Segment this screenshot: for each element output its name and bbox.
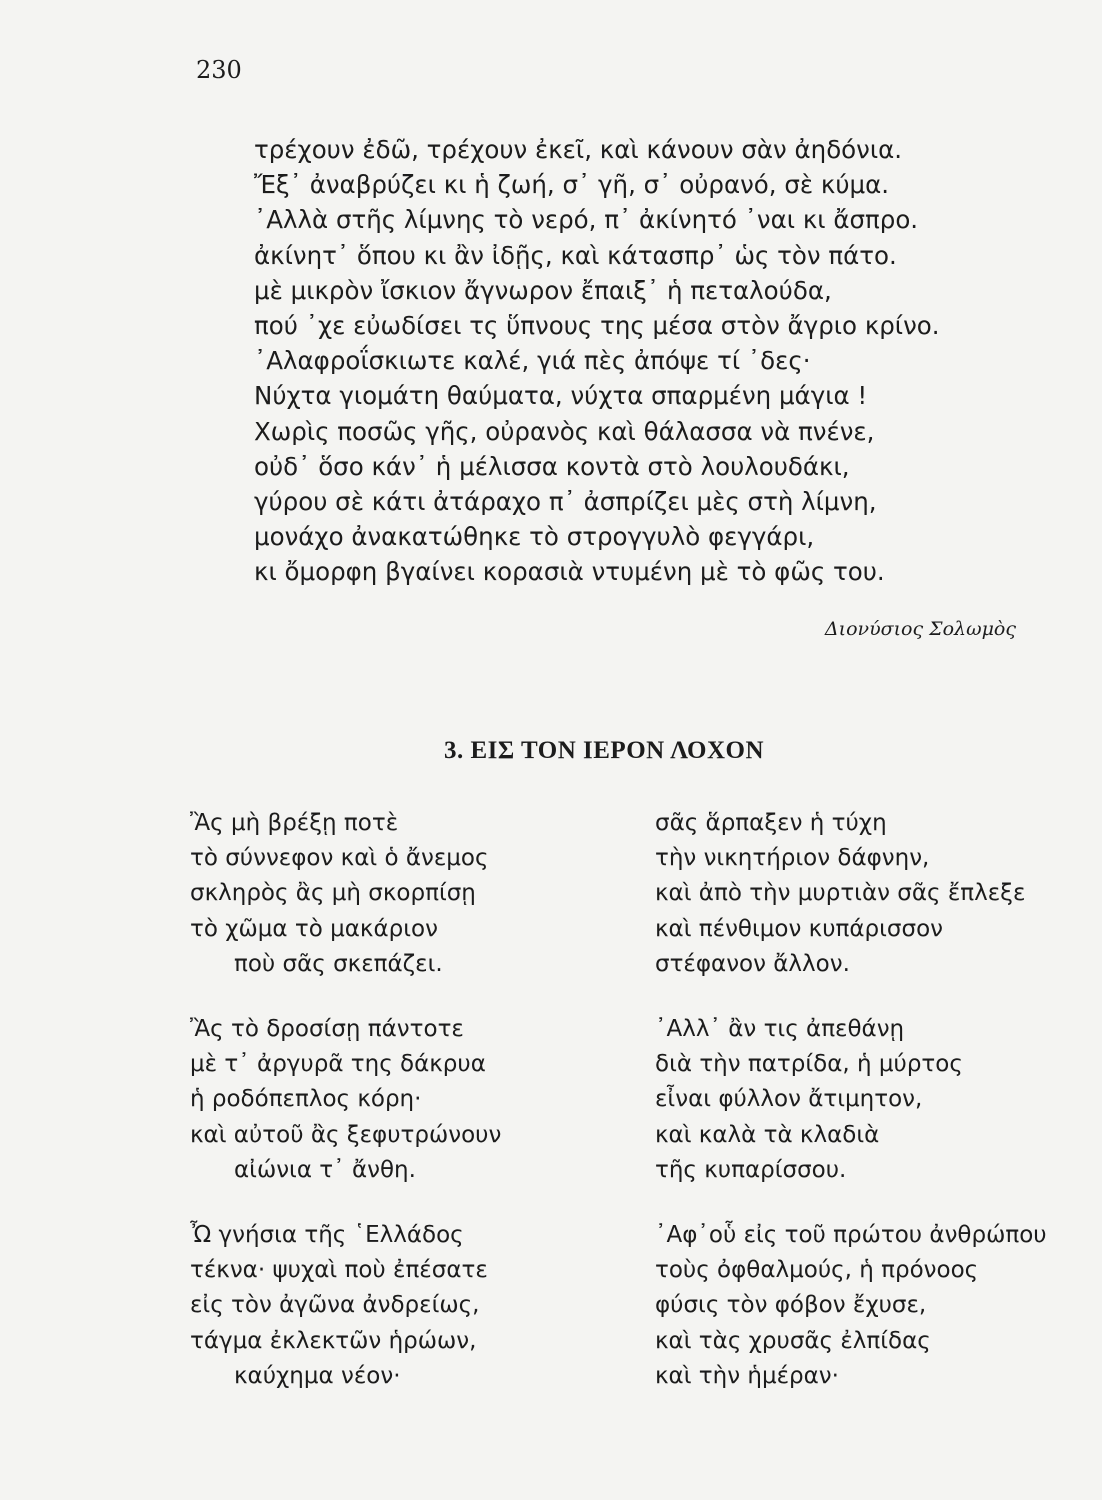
verse-line: τὸ σύννεφον καὶ ὁ ἄνεμος [190, 845, 489, 872]
section-title: 3. ΕΙΣ ΤΟΝ ΙΕΡΟΝ ΛΟΧΟΝ [444, 737, 765, 764]
verse-line: μὲ τ᾽ ἀργυρᾶ της δάκρυα [190, 1051, 486, 1078]
poem-line: πού ᾽χε εὐωδίσει τς ὕπνους της μέσα στὸν ἄγριο κρίνο. [254, 311, 940, 341]
verse-line: καύχημα νέον· [234, 1362, 401, 1389]
verse-line: ἡ ροδόπεπλος κόρη· [190, 1086, 422, 1113]
poem-author: Διονύσιος Σολωμὸς [824, 618, 1016, 640]
poem-line: ᾽Αλαφροΐσκιωτε καλέ, γιά πὲς ἀπόψε τί ᾽δες· [254, 346, 811, 376]
page-number: 230 [196, 56, 242, 84]
stanza-2-right [655, 1012, 963, 1188]
verse-line: εἰς τὸν ἀγῶνα ἀνδρείως, [190, 1292, 480, 1319]
poem-line: κι ὄμορφη βγαίνει κορασιὰ ντυμένη μὲ τὸ φῶς του. [254, 557, 885, 587]
verse-line: τὸ χῶμα τὸ μακάριον [190, 915, 438, 942]
poem-line: ᾽Αλλὰ στῆς λίμνης τὸ νερό, π᾽ ἀκίνητό ᾽ναι κι ἄσπρο. [254, 205, 919, 235]
verse-line: καὶ αὐτοῦ ἂς ξεφυτρώνουν [190, 1121, 502, 1148]
verse-line: τοὺς ὀφθαλμούς, ἡ πρόνοος [655, 1257, 979, 1284]
verse-line: καὶ καλὰ τὰ κλαδιὰ [655, 1121, 880, 1148]
verse-line: διὰ τὴν πατρίδα, ἡ μύρτος [655, 1051, 963, 1078]
stanza-1-left [190, 806, 488, 982]
verse-line: καὶ ἀπὸ τὴν μυρτιὰν σᾶς ἔπλεξε [655, 880, 1026, 907]
poem-line: Χωρὶς ποσῶς γῆς, οὐρανὸς καὶ θάλασσα νὰ πνένε, [254, 416, 875, 446]
stanza-1-right [655, 806, 1025, 982]
verse-line: σᾶς ἅρπαξεν ἡ τύχη [655, 810, 887, 836]
verse-line: τὴν νικητήριον δάφνην, [655, 845, 930, 872]
verse-line: καὶ τὰς χρυσᾶς ἐλπίδας [655, 1327, 931, 1354]
verse-line: ποὺ σᾶς σκεπάζει. [234, 950, 443, 977]
verse-line: αἰώνια τ᾽ ἄνθη. [234, 1156, 416, 1183]
verse-line: εἶναι φύλλον ἄτιμητον, [655, 1086, 923, 1113]
verse-line: Ἂς τὸ δροσίσῃ πάντοτε [190, 1016, 464, 1042]
stanza-3-left [190, 1218, 488, 1394]
poem-solomos [254, 132, 940, 590]
verse-line: τέκνα· ψυχαὶ ποὺ ἐπέσατε [190, 1257, 488, 1284]
verse-line: σκληρὸς ἂς μὴ σκορπίσῃ [190, 880, 476, 907]
stanza-2-left [190, 1012, 501, 1188]
poem-line: μονάχο ἀνακατώθηκε τὸ στρογγυλὸ φεγγάρι, [254, 522, 815, 552]
verse-line: στέφανον ἄλλον. [655, 950, 850, 977]
poem-line: ἀκίνητ᾽ ὅπου κι ἂν ἰδῇς, καὶ κάτασπρ᾽ ὡς τὸν πάτο. [254, 240, 897, 270]
verse-line: καὶ τὴν ἡμέραν· [655, 1362, 839, 1389]
verse-line: τάγμα ἐκλεκτῶν ἡρώων, [190, 1327, 477, 1354]
verse-line: καὶ πένθιμον κυπάρισσον [655, 915, 943, 942]
verse-line: ᾽Αλλ᾽ ἂν τις ἀπεθάνῃ [655, 1016, 905, 1042]
poem-line: οὐδ᾽ ὅσο κάν᾽ ἡ μέλισσα κοντὰ στὸ λουλουδάκι, [254, 451, 850, 481]
poem-line: Νύχτα γιομάτη θαύματα, νύχτα σπαρμένη μάγια ! [254, 381, 868, 411]
poem-line: τρέχουν ἐδῶ, τρέχουν ἐκεῖ, καὶ κάνουν σὰν ἀηδόνια. [254, 135, 903, 164]
verse-line: τῆς κυπαρίσσου. [655, 1156, 847, 1183]
verse-line: Ὦ γνήσια τῆς ῾Ελλάδος [190, 1222, 464, 1248]
poem-line: μὲ μικρὸν ἴσκιον ἄγνωρον ἔπαιξ᾽ ἡ πεταλούδα, [254, 275, 832, 305]
verse-line: φύσις τὸν φόβον ἔχυσε, [655, 1292, 927, 1319]
poem-line: γύρου σὲ κάτι ἀτάραχο π᾽ ἀσπρίζει μὲς στὴ λίμνη, [254, 487, 877, 517]
poem-line: Ἔξ᾽ ἀναβρύζει κι ἡ ζωή, σ᾽ γῆ, σ᾽ οὐρανό, σὲ κύμα. [254, 170, 890, 200]
verse-line: ᾽Αφ᾽οὗ εἰς τοῦ πρώτου ἀνθρώπου [655, 1222, 1047, 1248]
verse-line: Ἂς μὴ βρέξῃ ποτὲ [190, 810, 399, 836]
stanza-3-right [655, 1218, 1047, 1394]
